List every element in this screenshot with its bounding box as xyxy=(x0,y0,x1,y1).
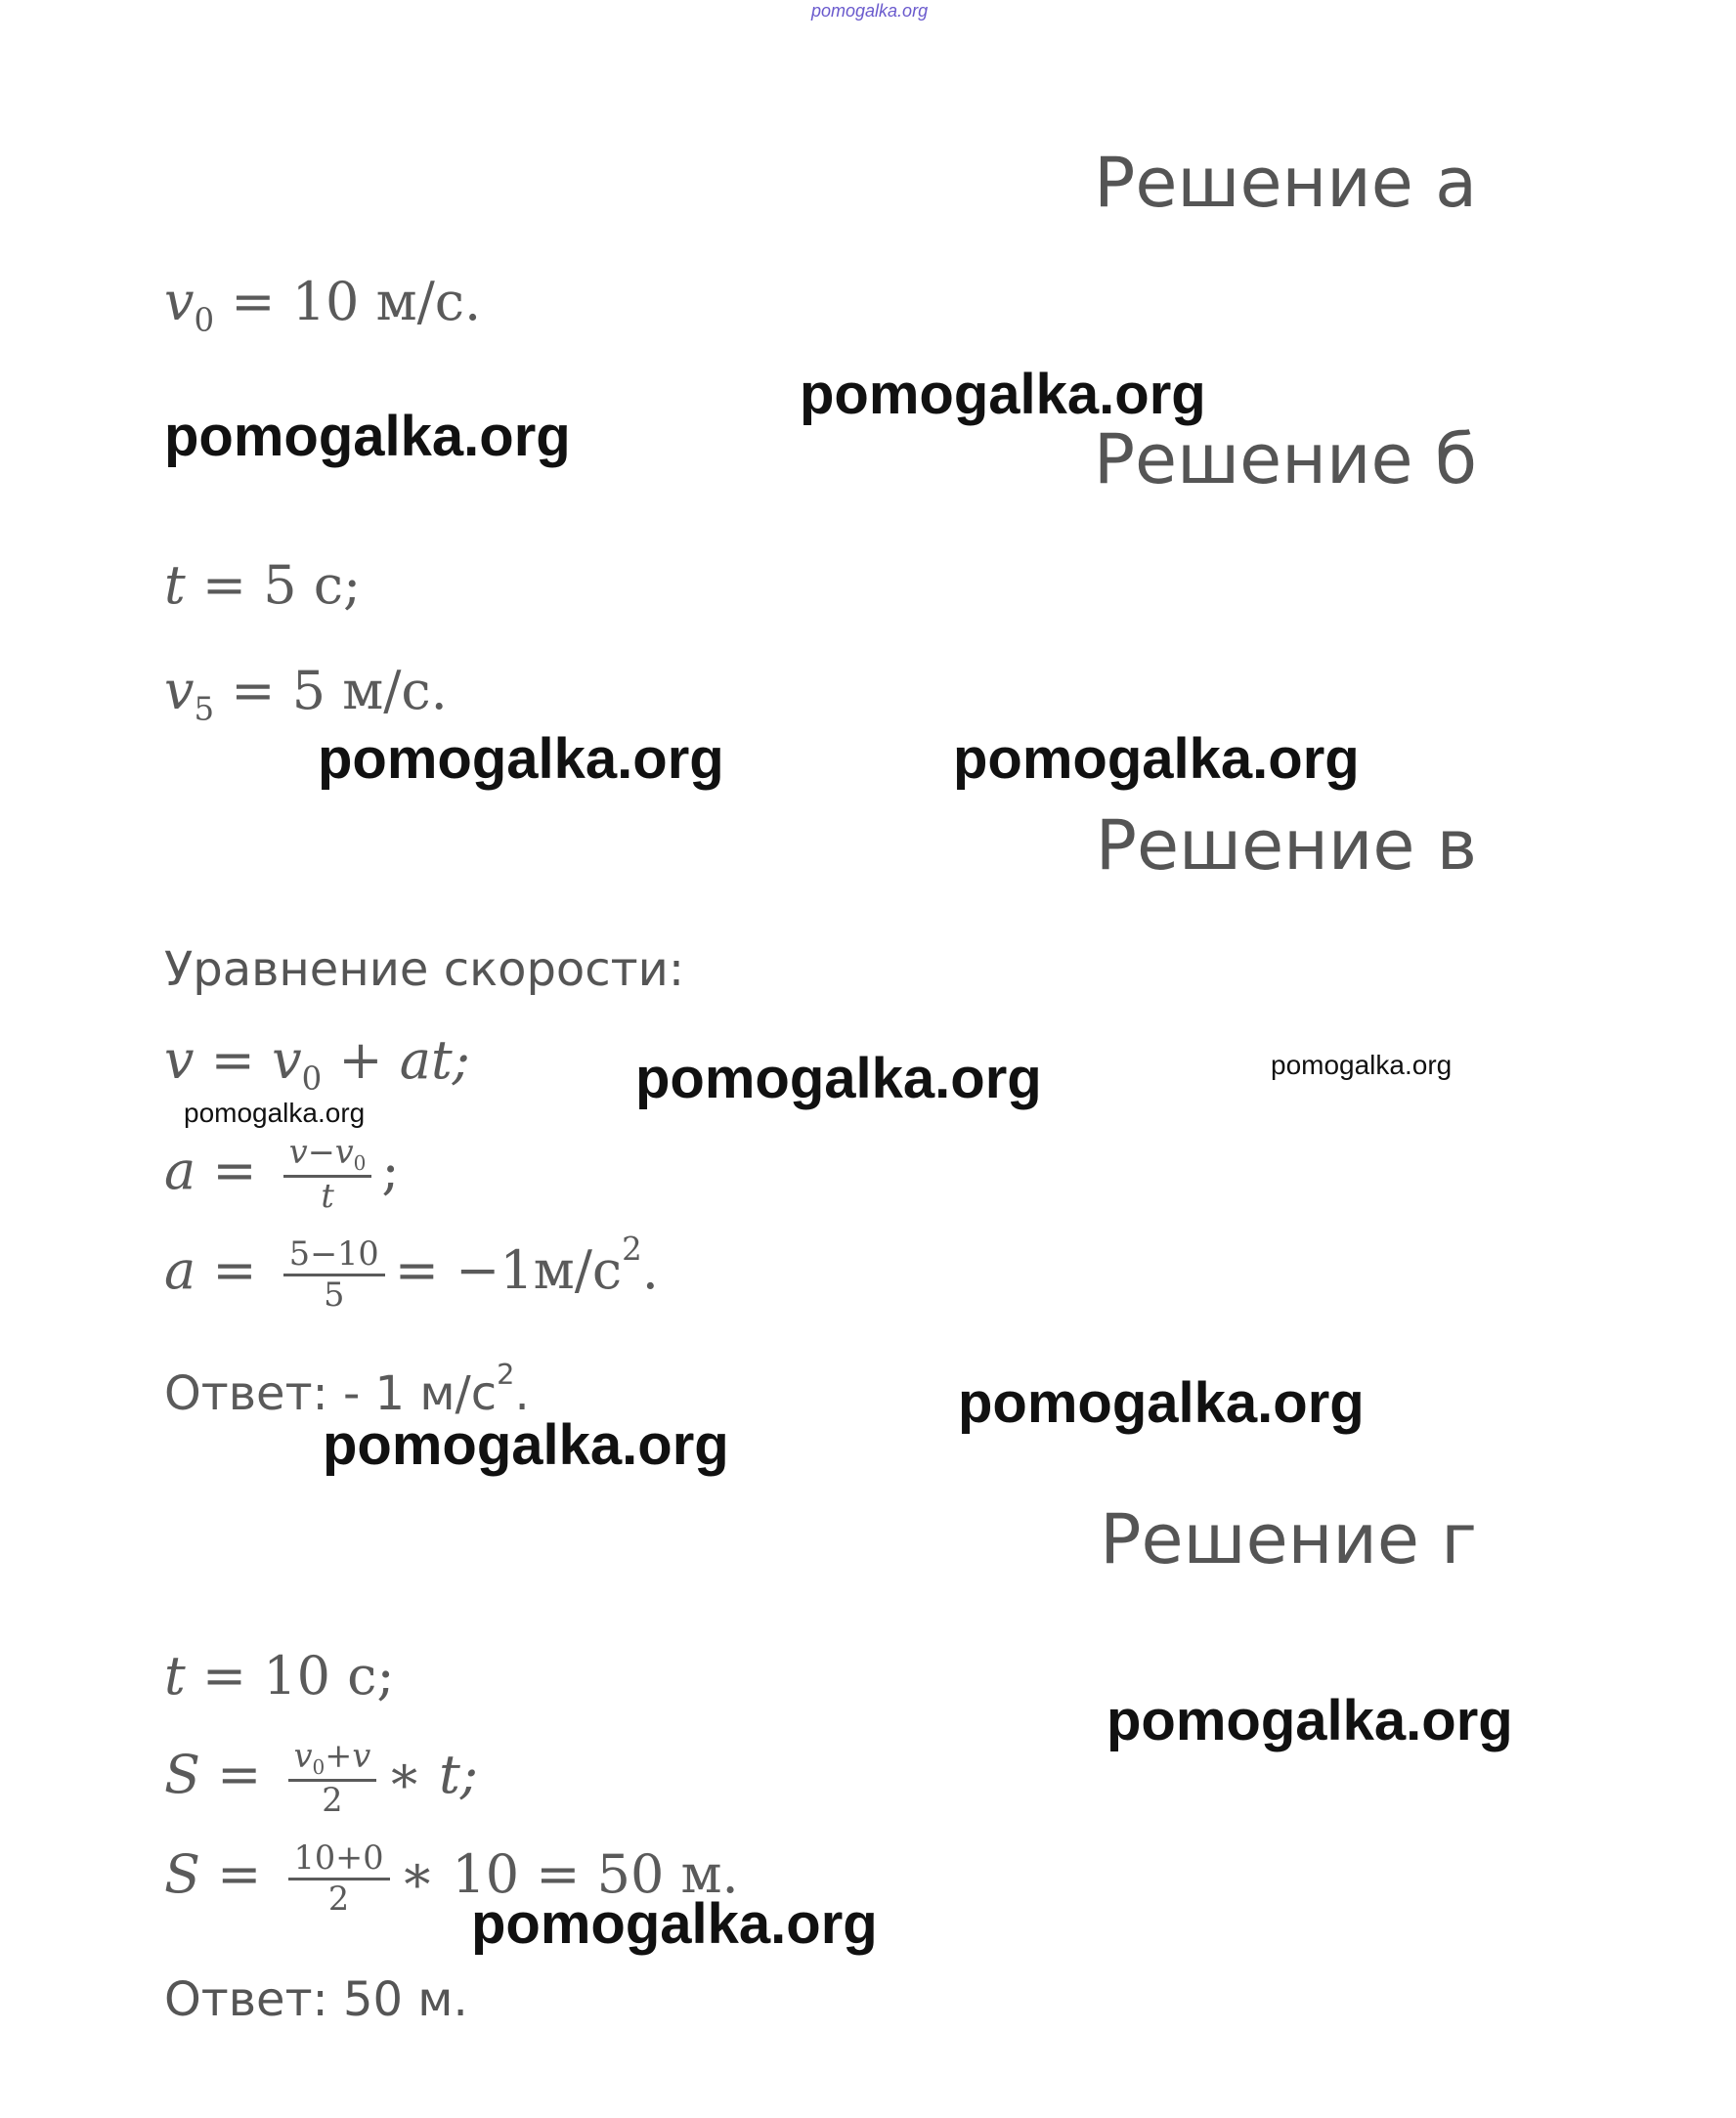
s2-denominator: 2 xyxy=(327,1879,350,1918)
eq2-fraction xyxy=(283,1134,372,1216)
answer-c-text: Ответ: - 1 м/с xyxy=(164,1365,498,1421)
s2-rest: ∗ 10 = 50 м. xyxy=(399,1843,739,1905)
eq2-numerator: $v-v_0$ xyxy=(283,1134,372,1178)
watermark: pomogalka.org xyxy=(323,1413,729,1477)
eq1-text: v = v xyxy=(164,1029,302,1091)
answer-part-d: Ответ: 50 м. xyxy=(164,1972,468,2027)
s1-numerator: $v_0+v$ xyxy=(288,1738,377,1782)
watermark: pomogalka.org xyxy=(164,405,571,468)
eq2-end: ; xyxy=(381,1139,400,1201)
watermark: pomogalka.org xyxy=(953,727,1360,791)
heading-part-d: Решение г xyxy=(1100,1499,1477,1579)
eq3-result: = −1м/с xyxy=(394,1239,623,1302)
formula-t5 xyxy=(164,554,362,616)
v5-symbol: v xyxy=(164,660,195,721)
answer-part-c xyxy=(164,1358,530,1421)
eq3-numerator: 5−10 xyxy=(283,1235,385,1276)
formula-t10 xyxy=(164,1645,395,1707)
formula-distance-general xyxy=(164,1738,478,1820)
t10-value: = 10 с; xyxy=(185,1645,395,1707)
watermark: pomogalka.org xyxy=(635,1047,1042,1110)
eq1-subscript: 0 xyxy=(301,1059,323,1098)
watermark: pomogalka.org xyxy=(1107,1689,1513,1752)
watermark: pomogalka.org xyxy=(958,1371,1365,1435)
s1-denominator: 2 xyxy=(322,1781,343,1820)
t-symbol: t xyxy=(164,554,186,616)
s1-fraction xyxy=(288,1738,377,1820)
watermark: pomogalka.org xyxy=(471,1892,878,1956)
s2-numerator: 10+0 xyxy=(288,1839,390,1880)
eq2-denominator: t xyxy=(321,1177,334,1216)
s1-lhs: S = xyxy=(164,1743,262,1805)
eq3-denominator: 5 xyxy=(324,1275,345,1314)
answer-c-end: . xyxy=(514,1365,530,1421)
top-watermark: pomogalka.org xyxy=(811,1,929,21)
heading-part-b: Решение б xyxy=(1093,419,1477,499)
formula-v0 xyxy=(164,271,482,339)
s2-fraction xyxy=(288,1839,390,1918)
eq3-lhs: a = xyxy=(164,1239,257,1302)
v0-subscript: 0 xyxy=(194,301,215,339)
watermark: pomogalka.org xyxy=(800,363,1206,426)
formula-v5 xyxy=(164,660,448,728)
s1-rest: ∗ t; xyxy=(386,1743,478,1805)
t-value: = 5 с; xyxy=(185,554,362,616)
eq3-end: . xyxy=(641,1239,659,1302)
watermark-small: pomogalka.org xyxy=(184,1098,366,1128)
s2-lhs: S = xyxy=(164,1843,262,1905)
formula-velocity-equation xyxy=(164,1029,470,1098)
watermark: pomogalka.org xyxy=(318,727,724,791)
eq2-lhs: a = xyxy=(164,1139,257,1201)
v5-subscript: 5 xyxy=(194,690,215,728)
v0-value: = 10 м/с. xyxy=(214,271,482,332)
v0-symbol: v xyxy=(164,271,195,332)
t10-symbol: t xyxy=(164,1645,186,1707)
velocity-equation-label: Уравнение скорости: xyxy=(164,942,685,997)
eq3-fraction xyxy=(283,1235,385,1314)
eq1-rest: + at; xyxy=(322,1029,470,1091)
heading-part-a: Решение а xyxy=(1094,143,1477,223)
formula-acceleration-value xyxy=(164,1233,659,1314)
answer-c-exponent: 2 xyxy=(497,1358,515,1391)
formula-acceleration-general xyxy=(164,1134,400,1216)
v5-value: = 5 м/с. xyxy=(214,660,448,721)
heading-part-c: Решение в xyxy=(1095,805,1477,886)
eq3-exponent: 2 xyxy=(622,1231,642,1268)
watermark-small: pomogalka.org xyxy=(1271,1050,1453,1080)
